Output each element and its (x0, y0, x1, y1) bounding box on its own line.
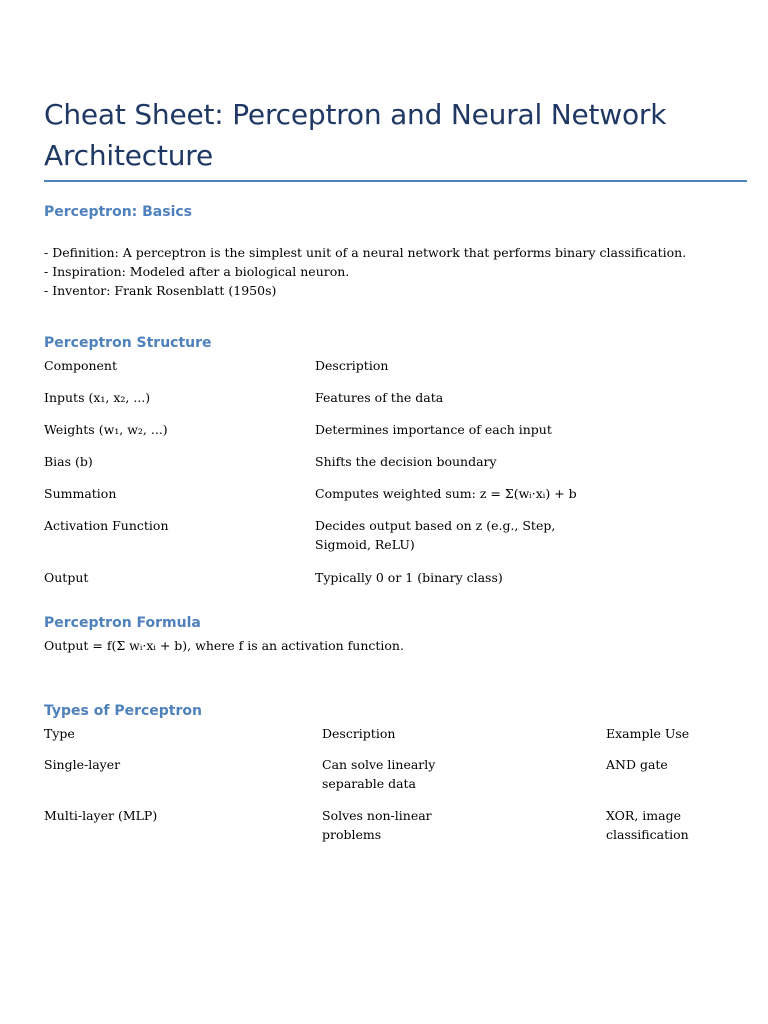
header-description: Description (322, 726, 396, 741)
description-cell: Solves non-linear problems (322, 808, 432, 842)
basics-line-definition: - Definition: A perceptron is the simplest unit of a neural network that performs binary classification. (44, 245, 687, 260)
description-cell: Can solve linearly separable data (322, 757, 436, 791)
description-cell: Decides output based on z (e.g., Step, Sigmoid, ReLU) (315, 518, 556, 552)
description-cell: Computes weighted sum: z = Σ(wᵢ·xᵢ) + b (315, 486, 577, 501)
description-cell: Determines importance of each input (315, 422, 552, 437)
type-cell: Single-layer (44, 757, 121, 772)
description-cell: Typically 0 or 1 (binary class) (315, 570, 503, 585)
formula-text: Output = f(Σ wᵢ·xᵢ + b), where f is an activation function. (44, 638, 404, 653)
title-divider (44, 180, 747, 182)
structure-heading: Perceptron Structure (44, 335, 212, 351)
example-use-cell: XOR, image classification (606, 808, 689, 842)
page-title: Cheat Sheet: Perceptron and Neural Network Architecture (44, 98, 667, 172)
component-cell: Weights (w₁, w₂, ...) (44, 422, 168, 437)
formula-heading: Perceptron Formula (44, 615, 201, 631)
type-cell: Multi-layer (MLP) (44, 808, 158, 823)
types-heading: Types of Perceptron (44, 703, 202, 719)
component-cell: Inputs (x₁, x₂, ...) (44, 390, 151, 405)
header-component: Component (44, 358, 117, 373)
component-cell: Bias (b) (44, 454, 93, 469)
basics-line-inventor: - Inventor: Frank Rosenblatt (1950s) (44, 283, 277, 298)
description-cell: Features of the data (315, 390, 444, 405)
example-use-cell: AND gate (606, 757, 668, 772)
basics-heading: Perceptron: Basics (44, 204, 193, 220)
basics-line-inspiration: - Inspiration: Modeled after a biological neuron. (44, 264, 350, 279)
component-cell: Summation (44, 486, 117, 501)
header-example-use: Example Use (606, 726, 690, 741)
component-cell: Output (44, 570, 89, 585)
component-cell: Activation Function (44, 518, 169, 533)
header-description: Description (315, 358, 389, 373)
description-cell: Shifts the decision boundary (315, 454, 497, 469)
header-type: Type (44, 726, 75, 741)
